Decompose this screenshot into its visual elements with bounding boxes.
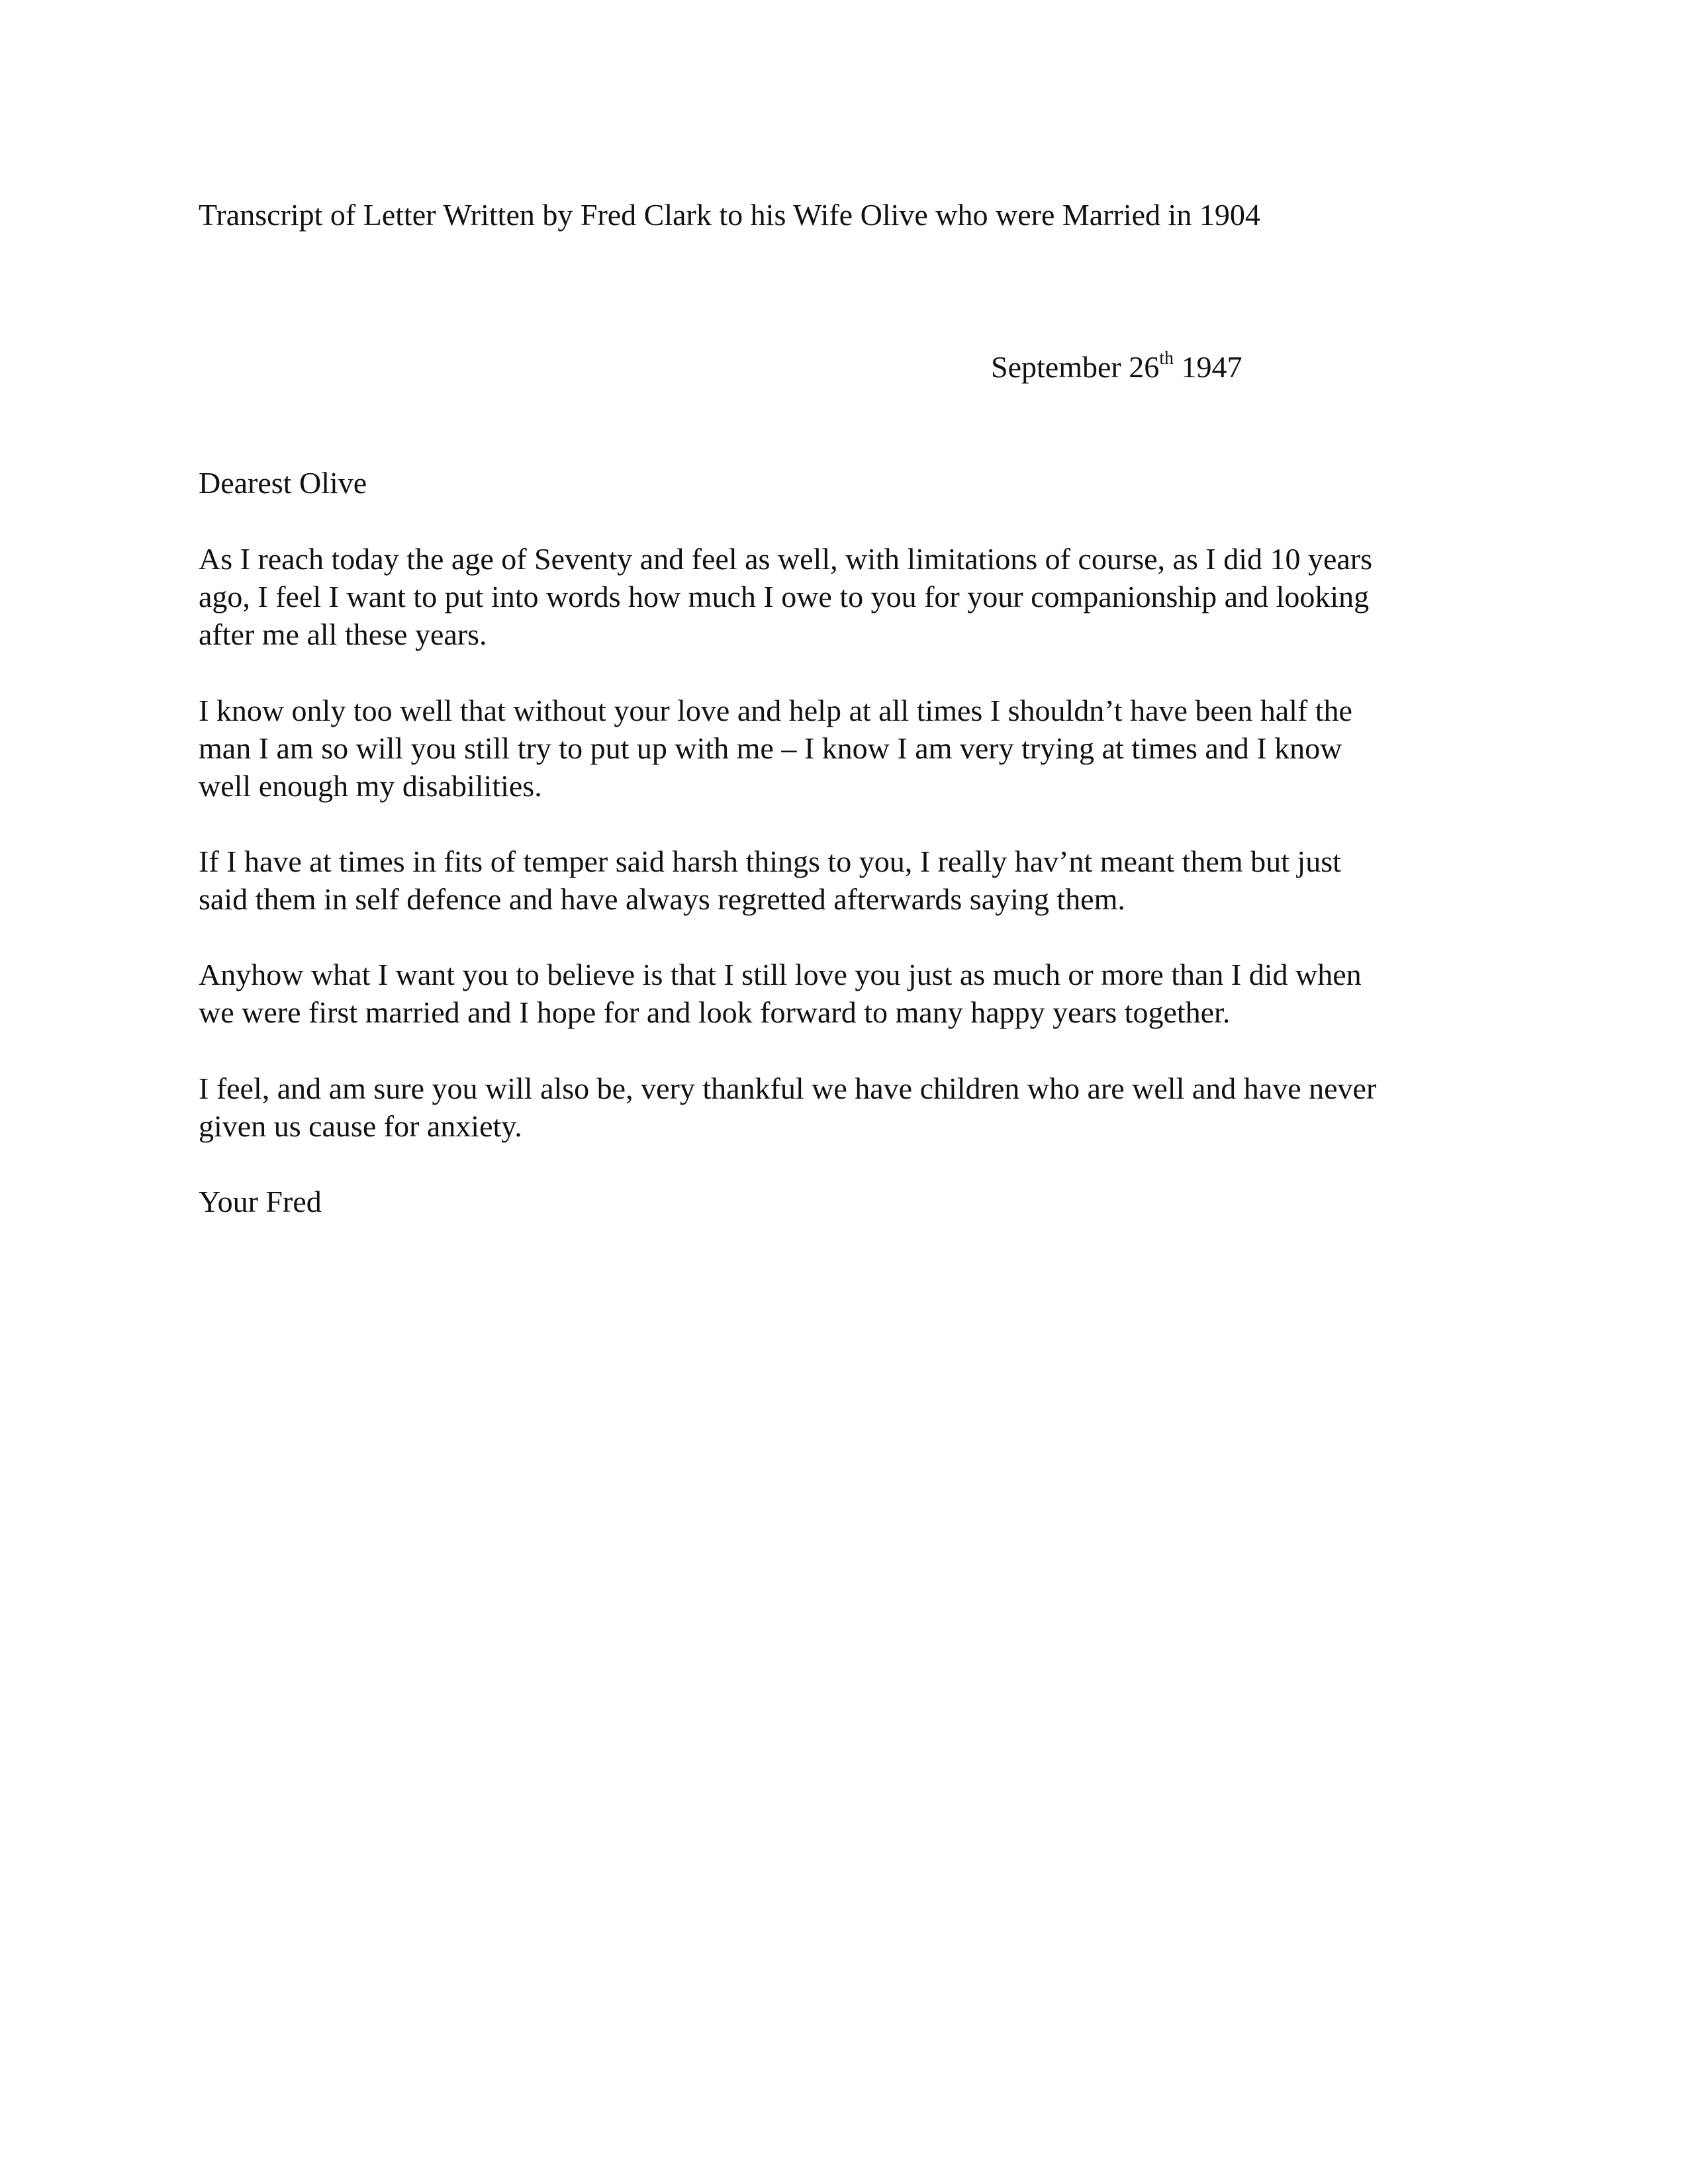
- paragraph-line: If I have at times in fits of temper said harsh things to you, I really hav’nt meant them but just: [199, 844, 1341, 878]
- paragraph-line: given us cause for anxiety.: [199, 1109, 522, 1143]
- paragraph-line: As I reach today the age of Seventy and feel as well, with limitations of course, as I did 10 years: [199, 542, 1373, 576]
- paragraph-3: [199, 842, 1496, 918]
- paragraph-1: [199, 540, 1496, 653]
- signoff: Your Fred: [199, 1185, 322, 1218]
- paragraph-line: I know only too well that without your love and help at all times I shouldn’t have been half the: [199, 694, 1352, 727]
- paragraph-line: ago, I feel I want to put into words how much I owe to you for your companionship and looking: [199, 580, 1370, 614]
- paragraph-5: [199, 1069, 1496, 1145]
- salutation: Dearest Olive: [199, 466, 367, 500]
- paragraph-line: after me all these years.: [199, 617, 487, 651]
- date-month-day: September 26: [991, 350, 1160, 384]
- paragraph-line: well enough my disabilities.: [199, 769, 542, 803]
- letter-date: [991, 348, 1243, 386]
- date-ordinal-suffix: th: [1159, 347, 1174, 369]
- paragraph-line: I feel, and am sure you will also be, very thankful we have children who are well and have never: [199, 1071, 1377, 1105]
- paragraph-line: we were first married and I hope for and look forward to many happy years together.: [199, 995, 1231, 1029]
- document-title: Transcript of Letter Written by Fred Clark to his Wife Olive who were Married in 1904: [199, 198, 1260, 232]
- paragraph-line: Anyhow what I want you to believe is that I still love you just as much or more than I did when: [199, 958, 1362, 991]
- date-year: 1947: [1181, 350, 1243, 384]
- paragraph-4: [199, 956, 1496, 1031]
- paragraph-line: man I am so will you still try to put up with me – I know I am very trying at times and I know: [199, 731, 1342, 765]
- paragraph-line: said them in self defence and have always regretted afterwards saying them.: [199, 882, 1125, 916]
- paragraph-2: [199, 692, 1496, 805]
